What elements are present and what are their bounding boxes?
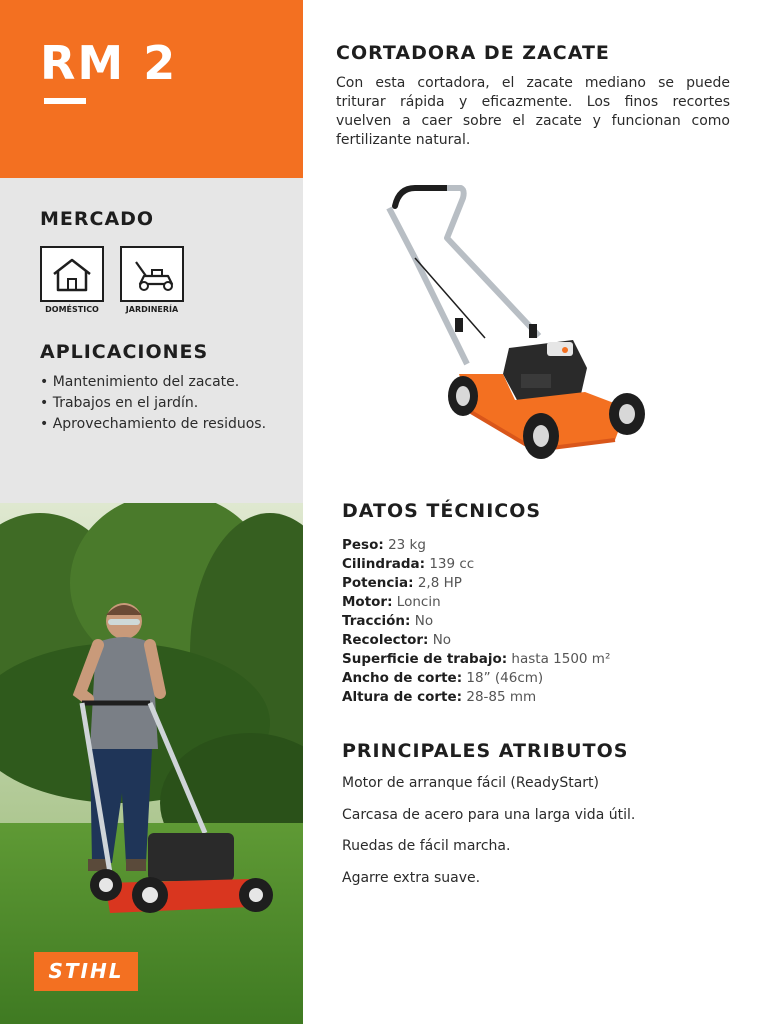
stihl-logo-text: STIHL xyxy=(48,959,124,983)
product-title: CORTADORA DE ZACATE xyxy=(336,42,610,64)
spec-label: Potencia: xyxy=(342,575,414,591)
stihl-logo xyxy=(34,952,138,991)
garden-photo xyxy=(0,503,303,1024)
spec-label: Tracción: xyxy=(342,613,411,629)
spec-value: 2,8 HP xyxy=(417,575,462,591)
spec-label: Motor: xyxy=(342,594,393,610)
spec-row xyxy=(342,555,610,574)
spec-row xyxy=(342,650,610,669)
applications-list xyxy=(40,372,266,435)
spec-row xyxy=(342,669,610,688)
spec-row xyxy=(342,631,610,650)
title-underline xyxy=(44,98,86,104)
spec-row xyxy=(342,612,610,631)
house-icon xyxy=(40,246,104,302)
specs-heading: DATOS TÉCNICOS xyxy=(342,500,542,522)
market-label-gardening: JARDINERÍA xyxy=(125,305,179,314)
spec-row xyxy=(342,574,610,593)
spec-row xyxy=(342,593,610,612)
market-label-domestic: DOMÉSTICO xyxy=(45,305,99,314)
applications-heading: APLICACIONES xyxy=(40,341,209,363)
attribute-item: Ruedas de fácil marcha. xyxy=(342,838,511,854)
left-column xyxy=(0,0,303,1024)
spec-label: Superficie de trabajo: xyxy=(342,651,508,667)
spec-row xyxy=(342,536,610,555)
attribute-item: Carcasa de acero para una larga vida útil. xyxy=(342,807,636,823)
spec-value: 139 cc xyxy=(429,556,475,572)
list-item: • Aprovechamiento de residuos. xyxy=(40,414,266,435)
specs-list xyxy=(342,536,610,707)
spec-value: 28-85 mm xyxy=(466,689,537,705)
spec-value: Loncin xyxy=(396,594,441,610)
spec-row xyxy=(342,688,610,707)
spec-value: 23 kg xyxy=(388,537,426,553)
spec-value: 18” (46cm) xyxy=(466,670,544,686)
spec-label: Recolector: xyxy=(342,632,429,648)
attribute-item: Motor de arranque fácil (ReadyStart) xyxy=(342,775,599,791)
mower-image xyxy=(375,178,665,468)
market-heading: MERCADO xyxy=(40,208,155,230)
spec-label: Cilindrada: xyxy=(342,556,426,572)
spec-label: Altura de corte: xyxy=(342,689,463,705)
lawn-mower-icon xyxy=(120,246,184,302)
model-header xyxy=(0,0,303,178)
spec-value: No xyxy=(432,632,452,648)
spec-label: Peso: xyxy=(342,537,384,553)
spec-value: hasta 1500 m² xyxy=(511,651,611,667)
spec-value: No xyxy=(414,613,434,629)
spec-label: Ancho de corte: xyxy=(342,670,463,686)
list-item: • Trabajos en el jardín. xyxy=(40,393,266,414)
attributes-heading: PRINCIPALES ATRIBUTOS xyxy=(342,740,629,762)
product-description: Con esta cortadora, el zacate mediano se puede triturar rápida y eficazmente. Los finos recortes vuelven a caer sobre el zacate y funcionan como fertilizante natural. xyxy=(336,75,730,148)
list-item: • Mantenimiento del zacate. xyxy=(40,372,266,393)
model-title: RM 2 xyxy=(40,36,178,90)
attribute-item: Agarre extra suave. xyxy=(342,870,481,886)
